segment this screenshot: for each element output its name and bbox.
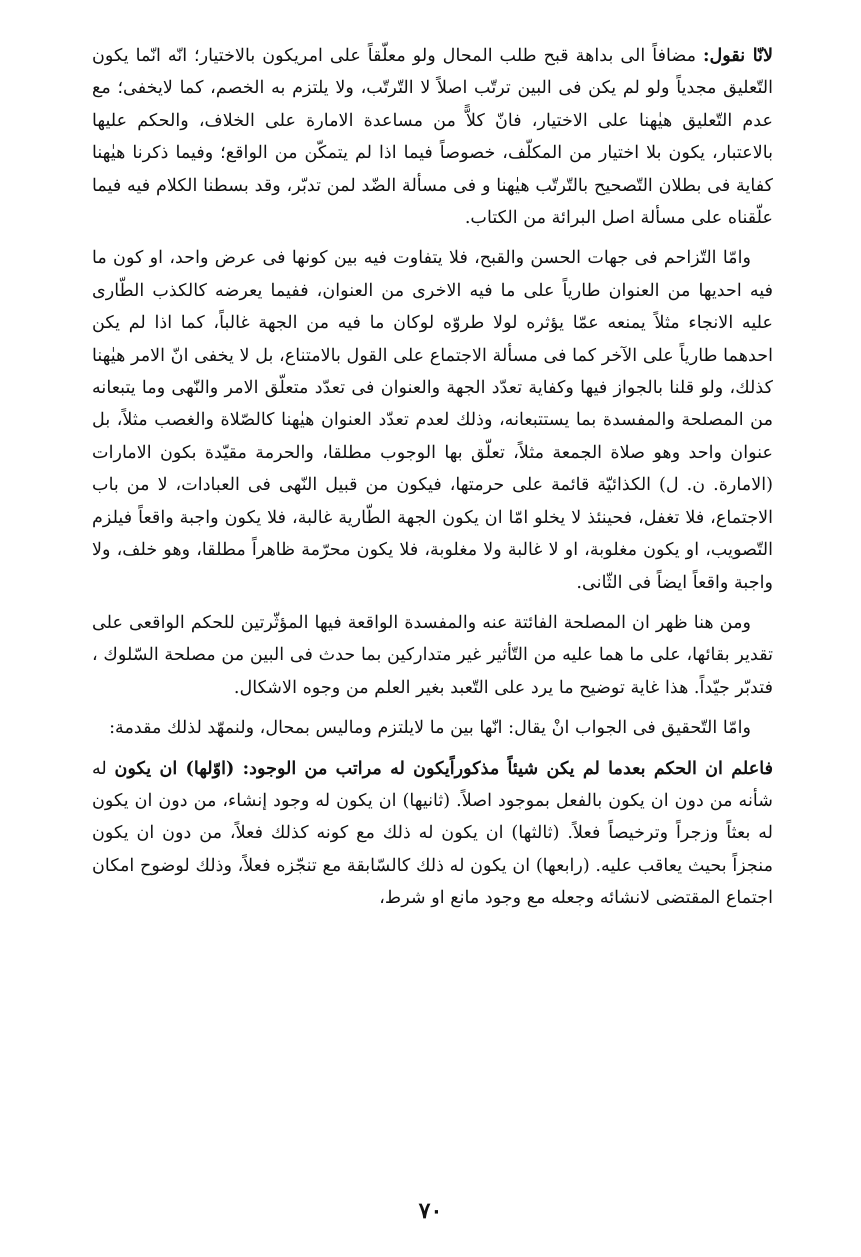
paragraph-lead: لانّا نقول: xyxy=(703,45,773,66)
page-number: ۷۰ xyxy=(418,1198,443,1224)
paragraph-text: ومن هنا ظهر ان المصلحة الفائتة عنه والمفسدة الواقعة فيها المؤثّرتين للحكم الواقعى على تقدير بقائها، على ما هما عليه من التّأثير غير متداركين بما حدث فى البين من مصلحة السّلوك ، فتدبّر جيّداً. هذا غاية توضيح ما يرد على التّعبد بغير العلم من وجوه الاشكال. xyxy=(92,612,773,698)
paragraph-text: وامّا التّحقيق فى الجواب انْ يقال: انّها بين ما لايلتزم ومالیس بمحال، ولنمهّد لذلك مقدمة: xyxy=(109,718,751,739)
paragraph-text: له شأنه من دون ان يكون بالفعل بموجود اصلاً. (ثانيها) ان يكون له وجود إنشاء، من دون ان يكون له بعثاً وزجراً وترخيصاً فعلاً. (ثالثها) ان يكون له ذلك مع كونه كذلك فعلاً، من دون ان يكون منجزاً بحيث يعاقب عليه. (رابعها) ان يكون له ذلك كالسّابقة مع تنجّزه فعلاً، وذلك لوضوح امكان اجتماع المقتضى لانشائه وجعله مع وجود مانع او شرط، xyxy=(92,758,773,909)
paragraph-text: وامّا التّزاحم فى جهات الحسن والقبح، فلا يتفاوت فيه بين كونها فى عرض واحد، او كون ما فيه احديها من العنوان طارياً على ما فيه الاخرى من العنوان، ففيما يعرضه كالكذب الطّارى عليه الانجاء مثلاً يمنعه عمّا يؤثره لولا طروّه لوكان ما فيه من الجهة غالباً، كما اذا لم يكن احدهما طارياً على الآخر كما فى مسألة الاجتماع على القول بالامتناع، بل لا يخفى انّ الامر هيٰهنا كذلك، ولو قلنا بالجواز فيها وكفاية تعدّد الجهة والعنوان فى تعدّد متعلّق الامر والنّهى وما يتبعانه من المصلحة والمفسدة بما يستتبعانه، وذلك لعدم تعدّد العنوان هيٰهنا كالصّلاة والغصب مثلاً، بل عنوان واحد وهو صلاة الجمعة مثلاً، تعلّق بها الوجوب مطلقا، والحرمة مقيّدة بكون الامارات (الامارة. ن. ل) الكذائيّة قائمة على حرمتها، فيكون من قبيل النّهى فى العبادات، لا من باب الاجتماع، فلا تغفل، فحينئذ لا يخلو امّا ان يكون الجهة الطّارية غالبة، فلا يكون واجبة واقعاً فيلزم التّصويب، او يكون مغلوبة، او لا غالبة ولا مغلوبة، فلا يكون محرّمة ظاهراً مطلقا، وهو خلف، ولا واجبة واقعاً ايضاً فى الثّانى. xyxy=(92,248,773,593)
paragraph-5 xyxy=(92,753,773,915)
paragraph-3 xyxy=(92,607,773,704)
paragraph-2 xyxy=(92,242,773,598)
paragraph-1 xyxy=(92,40,773,234)
paragraph-lead: فاعلم ان الحكم بعدما لم يكن شيئاً مذكوراًيكون له مراتب من الوجود: (اوّلها) ان يكون xyxy=(114,757,774,779)
paragraph-text: مضافاً الى بداهة قبح طلب المحال ولو معلّقاً على امريكون بالاختيار؛ انّه انّما يكون التّعليق مجدياً ولو لم يكن فى البين ترتّب اصلاً لا التّرتّب، ولا يلتزم به الخصم، كما لايخفى؛ مع عدم التّعليق هيٰهنا على الاختيار، فانّ كلاًّ من مساعدة الامارة على الخلاف، والحكم عليها بالاعتبار، يكون بلا اختيار من المكلّف، خصوصاً فيما اذا لم يتمكّن من الواقع؛ وفيما ذكرنا هيٰهنا كفاية فى بطلان التّصحيح بالتّرتّب هيٰهنا و فى مسألة الضّد لمن تدبّر، وقد بسطنا الكلام فيه فيما علّقناه على مسألة اصل البرائة من الكتاب. xyxy=(92,46,773,229)
paragraph-4 xyxy=(92,712,773,744)
